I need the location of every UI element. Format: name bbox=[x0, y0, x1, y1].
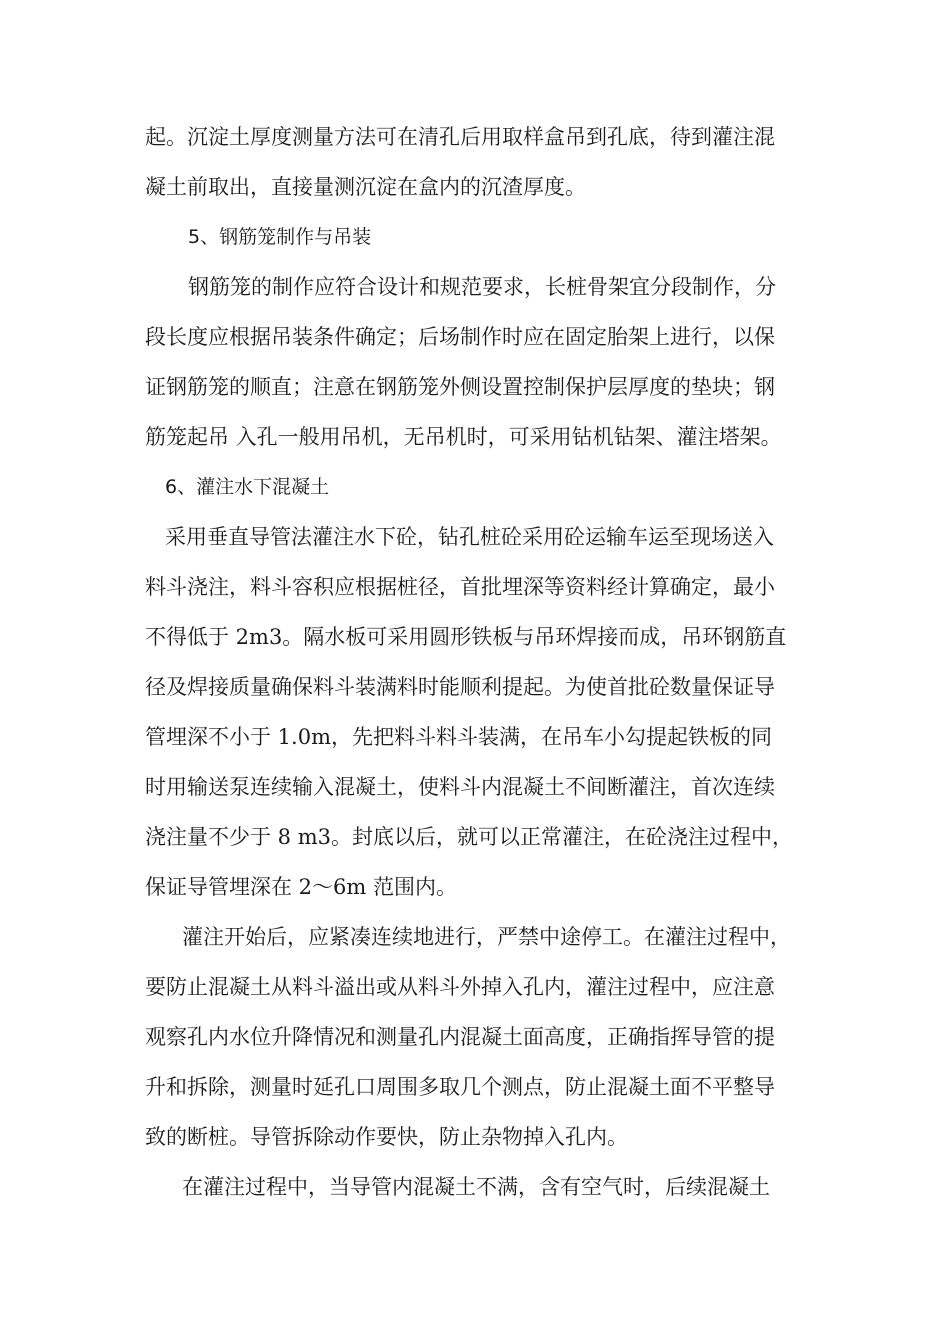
text-line: 径及焊接质量确保料斗装满料时能顺利提起。为使首批砼数量保证导 bbox=[145, 675, 775, 699]
section-heading: 5、钢筋笼制作与吊装 bbox=[188, 226, 372, 248]
text-line: 致的断桩。导管拆除动作要快，防止杂物掉入孔内。 bbox=[145, 1125, 628, 1149]
text-line: 筋笼起吊 入孔一般用吊机，无吊机时，可采用钻机钻架、灌注塔架。 bbox=[145, 425, 782, 449]
paragraph-first-line: 灌注开始后，应紧凑连续地进行，严禁中途停工。在灌注过程中， bbox=[182, 925, 791, 949]
paragraph-first-line: 在灌注过程中，当导管内混凝土不满，含有空气时，后续混凝土 bbox=[182, 1175, 770, 1199]
text-line: 料斗浇注，料斗容积应根据桩径，首批埋深等资料经计算确定，最小 bbox=[145, 575, 775, 599]
text-line: 证钢筋笼的顺直；注意在钢筋笼外侧设置控制保护层厚度的垫块；钢 bbox=[145, 375, 775, 399]
paragraph-first-line: 钢筋笼的制作应符合设计和规范要求，长桩骨架宜分段制作，分 bbox=[188, 275, 776, 299]
text-line: 凝土前取出，直接量测沉淀在盒内的沉渣厚度。 bbox=[145, 175, 586, 199]
text-line: 升和拆除，测量时延孔口周围多取几个测点，防止混凝土面不平整导 bbox=[145, 1075, 775, 1099]
section-heading: 6、灌注水下混凝土 bbox=[165, 476, 330, 498]
text-line: 保证导管埋深在 2～6m 范围内。 bbox=[145, 875, 457, 899]
text-line: 要防止混凝土从料斗溢出或从料斗外掉入孔内，灌注过程中，应注意 bbox=[145, 975, 775, 999]
text-line: 起。沉淀土厚度测量方法可在清孔后用取样盒吊到孔底，待到灌注混 bbox=[145, 125, 775, 149]
text-line: 观察孔内水位升降情况和测量孔内混凝土面高度，正确指挥导管的提 bbox=[145, 1025, 775, 1049]
text-line: 管埋深不小于 1.0m，先把料斗料斗装满，在吊车小勾提起铁板的同 bbox=[145, 725, 772, 749]
text-line: 段长度应根据吊装条件确定；后场制作时应在固定胎架上进行，以保 bbox=[145, 325, 775, 349]
text-line: 时用输送泵连续输入混凝土，使料斗内混凝土不间断灌注，首次连续 bbox=[145, 775, 775, 799]
paragraph-first-line: 采用垂直导管法灌注水下砼，钻孔桩砼采用砼运输车运至现场送入 bbox=[165, 525, 774, 549]
text-line: 不得低于 2m3。隔水板可采用圆形铁板与吊环焊接而成，吊环钢筋直 bbox=[145, 625, 787, 649]
text-line: 浇注量不少于 8 m3。封底以后，就可以正常灌注，在砼浇注过程中， bbox=[145, 825, 793, 849]
